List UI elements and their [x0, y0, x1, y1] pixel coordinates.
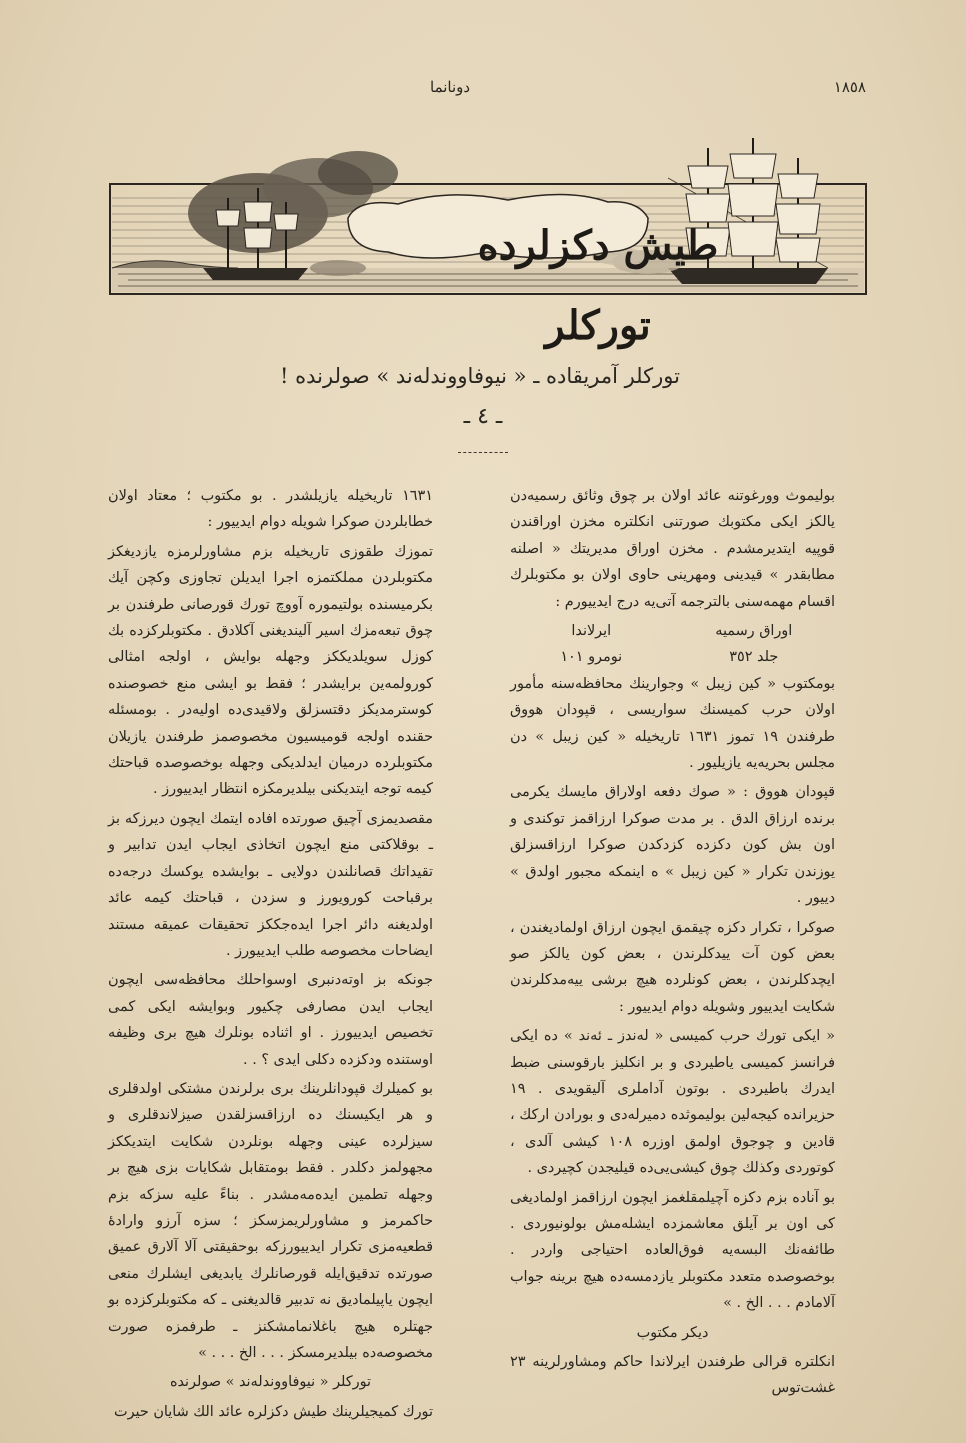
page-number: ١٨٥٨: [833, 78, 866, 96]
paragraph: ١٦٣١ تاریخیله یازیلشدر . بو مکتوب ؛ معتاد اولان خطابلردن صوکرا شویله دوام ایدییور :: [108, 488, 433, 531]
paragraph: جونکه بز اوته‌دنبری اوسواحلك محافظه‌سی ایچون ایجاب ایدن مصارفی چکیور وبوایشه ایکی کمی تخصیص ایدییورز . او اثناده بونلرك هیچ بری وظیفه اوستنده ودکزده دکلی ایدی ؟ . .: [108, 972, 433, 1068]
archive-label: ایرلاندا: [571, 623, 612, 640]
paragraph: مقصدیمزی آچیق صورتده افاده ایتمك ایچون دیرزکه بز ـ بوقلاکتی منع ایچون اتخاذی ایجاب ایدن تدابیر و تقیداتك قصانلندن دولایی ـ بوایشده یوکسك درجه‌ده برقباحت کورویورز و سزدن ، قباحتك کیمه عائد اولدیغنه دائر اجرا ایده‌جککز تحقیقات عمیقه مستند ایضاحات مخصوصه طلب ایدییورز .: [108, 810, 433, 959]
paragraph: بولیموث وورغوتنه عائد اولان بر چوق وثائق رسمیه‌دن یالکز ایکی مکتوبك صورتنی انکلتره مخزن اوراقندن قوپیه ایتدیرمشدم . مخزن اوراق مدیریتك « اصلنه مطابقدر » قیدینی ومهرینی حاوی اولان بو مکتوبلرك اقسام مهمه‌سنی بالترجمه آتی‌یه درج ایدییورم :: [510, 488, 835, 610]
paragraph: بو کمیلرك قپودانلرینك بری برلرندن مشتکی اولدقلری و هر ایکیسنك ده ارزاقسزلقدن صیزلاندقلری و سیزلرده عینی وجهله بونلردن شکایت ایتدیککز مجهولمز دکلدر . فقط بومتقابل شکایات بزی هیچ بر وجهله تطمین ایده‌مه‌مشدر . بناءً علیه سزکه بزم حاکمرمز و مشاورلریمزسکز ؛ سزه آرزو وارادهٔ قطعیه‌مزی تکرار ایدییورزکه بوحقیقتی آلا آلارق عمیق صورتده تدقیق‌ایله قورصانلرك یابدیغی ایشلرك منعی ایچون یاپیلمادیق نه تدبیر قالدیغنی ـ که مکتوبلرکزده بو جهتلره هیچ باغلانمامشکنز ـ طرفمزه صورت مخصوصه‌ده بیلدیرمسکز . . . الخ . . . »: [108, 1080, 433, 1361]
running-head: [100, 78, 866, 102]
archive-reference-header: [510, 618, 835, 644]
archive-value: جلد ٣٥٢: [729, 649, 779, 666]
paragraph: قپودان هووق : « صوك دفعه اولاراق مایسك یکرمی برنده ارزاق الدق . بر مدت صوکرا ارزاقمز توکندی و اون بش کون دکزده کزدکدن صوکرا ارزاقسزلق یوزندن تکرار « کین زیبل » ه اینمکه مجبور اولدق » دییور .: [510, 784, 835, 907]
section-divider: [458, 452, 508, 453]
article-subtitle: تورکلر آمریقاده ـ « نیوفاووندلەند » صولرنده !: [280, 364, 680, 388]
continuation-heading: تورکلر « نیوفاووندلەند » صولرنده: [169, 1374, 372, 1391]
archive-value: نومرو ١٠١: [560, 649, 623, 666]
paragraph: تموزك طقوزی تاریخیله بزم مشاورلرمزه یازدیغکز مکتوبلردن مملکتمزه اجرا ایدیلن تجاوزی وکچن آیك بکرمیسنده بولتیموره آووچ تورك قورصانی طرفندن بر چوق تبعه‌مزك اسیر آلیندیغنی آکلادق . مکتوبلرکزده بك کوزل سویلدیککز وجهله بوایش ، اولجه امثالی کورولمه‌ین برایشدر ؛ فقط بو ایشی منع خصوصنده کوسترمدیکز دقتسزلق ولاقیدی‌ده اولیه‌در . بومسئله حقنده اولجه قومیسیون مخصوصمز طرفندن یازیلان مکتوبلرده درمیان ایدلدیکی وجهله بوخصوصده قباحتك کیمه توجه ایتدیکنی بیلدیرمکزه انتظار ایدییورز .: [108, 543, 433, 798]
letter-heading: دیکر مکتوب: [636, 1324, 709, 1341]
paragraph: « ایکی تورك حرب کمیسی « لەندز ـ ئەند » ده ایکی فرانسز کمیسی یاطیردی و بر انکلیز بارقوسنی ضبط ایدرك باطیردی . بوتون آداملری آلیقویدی . ١٩ حزیرانده کیجه‌لین بولیموثده دمیرلەدی و بورادن ارکك ، قادین و چوجوق اولمق اوزره ١٠٨ کیشی آلدی ، کوتوردی وکذلك چوق کیشی‌یی‌ده قیلیجدن کچیردی .: [510, 1028, 835, 1177]
section-number: ـ ٤ ـ: [463, 404, 503, 429]
right-column: [510, 483, 835, 1405]
archive-reference-values: [510, 644, 835, 670]
left-column: [108, 483, 433, 1428]
archive-label: اوراق رسمیه: [715, 623, 793, 640]
paragraph: بومکتوب « کین زیبل » وجوارینك محافظه‌سنه مأمور اولان حرب کمیسنك سواریسی ، قپودان هووق طرفندن ١٩ تموز ١٦٣١ تاریخیله « کین زیبل » دن مجلس بحریه‌یه یازیلیور .: [510, 675, 835, 772]
running-title: دونانما: [430, 78, 471, 96]
banner-title: طیش دکزلرده تورکلر: [477, 222, 719, 349]
paragraph: بو آناده بزم دکزه آچیلمقلغمز ایچون ارزاقمز اولمادیغی کی اون بر آیلق معاشمزده ایشله‌مش بولونیوردی . طائفه‌نك البسه‌یه فوق‌العاده احتیاجی واردر . بوخصوصده متعدد مکتوبلر یازدمسه‌ده هیچ برینه جواب آلامادم . . . الخ . »: [510, 1189, 835, 1312]
paragraph: تورك کمیجیلرینك طیش دکزلره عائد الك شایان حیرت: [114, 1403, 433, 1420]
paragraph: انکلتره قرالی طرفندن ایرلاندا حاکم ومشاورلرینه ٢٣ غشت‌توس: [510, 1354, 835, 1397]
title-banner-illustration: [108, 118, 868, 349]
paragraph: صوکرا ، تکرار دکزه چیقمق ایچون ارزاق اولمادیغندن ، بعض کون آت ییدکلرندن ، بعض کون یالکز صو ایچدکلرندن ، بعض کونلرده هیچ برشی ییه‌مدکلرندن شکایت ایدییور وشویله دوام ایدییور :: [510, 919, 835, 1015]
